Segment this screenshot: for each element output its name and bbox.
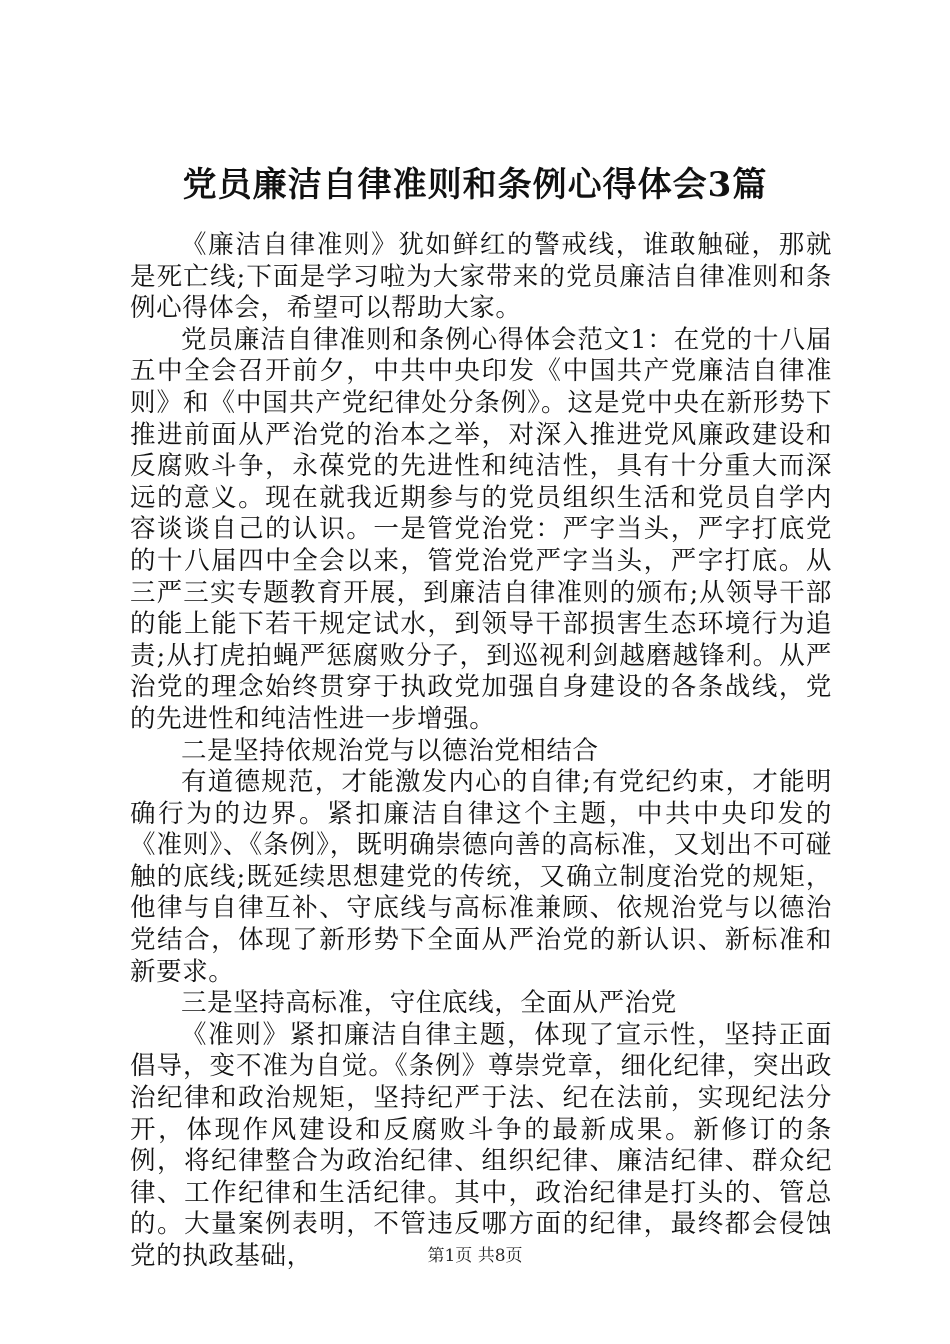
document-body xyxy=(130,230,832,1273)
section-2-paragraph: 有道德规范，才能激发内心的自律;有党纪约束，才能明确行为的边界。紧扣廉洁自律这个主题，中共中央印发的《准则》、《条例》，既明确崇德向善的高标准，又划出不可碰触的底线;既延续思想建党的传统，又确立制度治党的规矩，他律与自律互补、守底线与高标准兼顾、依规治党与以德治党结合，体现了新形势下全面从严治党的新认识、新标准和新要求。 xyxy=(130,767,832,987)
intro-paragraph: 《廉洁自律准则》犹如鲜红的警戒线，谁敢触碰，那就是死亡线;下面是学习啦为大家带来的党员廉洁自律准则和条例心得体会，希望可以帮助大家。 xyxy=(130,230,832,324)
page-footer: 第1页 共8页 xyxy=(427,1246,523,1266)
section-heading-2: 二是坚持依规治党与以德治党相结合 xyxy=(181,735,599,766)
document-title: 党员廉洁自律准则和条例心得体会3篇 xyxy=(182,165,768,205)
sample-1-paragraph: 党员廉洁自律准则和条例心得体会范文1：在党的十八届五中全会召开前夕，中共中央印发《中国共产党廉洁自律准则》和《中国共产党纪律处分条例》。这是党中央在新形势下推进前面从严治党的治本之举，对深入推进党风廉政建设和反腐败斗争，永葆党的先进性和纯洁性，具有十分重大而深远的意义。现在就我近期参与的党员组织生活和党员自学内容谈谈自己的认识。一是管党治党：严字当头，严字打底党的十八届四中全会以来，管党治党严字当头，严字打底。从三严三实专题教育开展，到廉洁自律准则的颁布;从领导干部的能上能下若干规定试水，到领导干部损害生态环境行为追责;从打虎拍蝇严惩腐败分子，到巡视利剑越磨越锋利。从严治党的理念始终贯穿于执政党加强自身建设的各条战线，党的先进性和纯洁性进一步增强。 xyxy=(130,324,832,734)
section-3-paragraph: 《准则》紧扣廉洁自律主题，体现了宣示性，坚持正面倡导，变不准为自觉。《条例》尊崇党章，细化纪律，突出政治纪律和政治规矩，坚持纪严于法、纪在法前，实现纪法分开，体现作风建设和反腐败斗争的最新成果。新修订的条例，将纪律整合为政治纪律、组织纪律、廉洁纪律、群众纪律、工作纪律和生活纪律。其中，政治纪律是打头的、管总的。大量案例表明，不管违反哪方面的纪律，最终都会侵蚀党的执政基础， xyxy=(130,1019,832,1271)
section-heading-3: 三是坚持高标准，守住底线，全面从严治党 xyxy=(181,988,677,1019)
